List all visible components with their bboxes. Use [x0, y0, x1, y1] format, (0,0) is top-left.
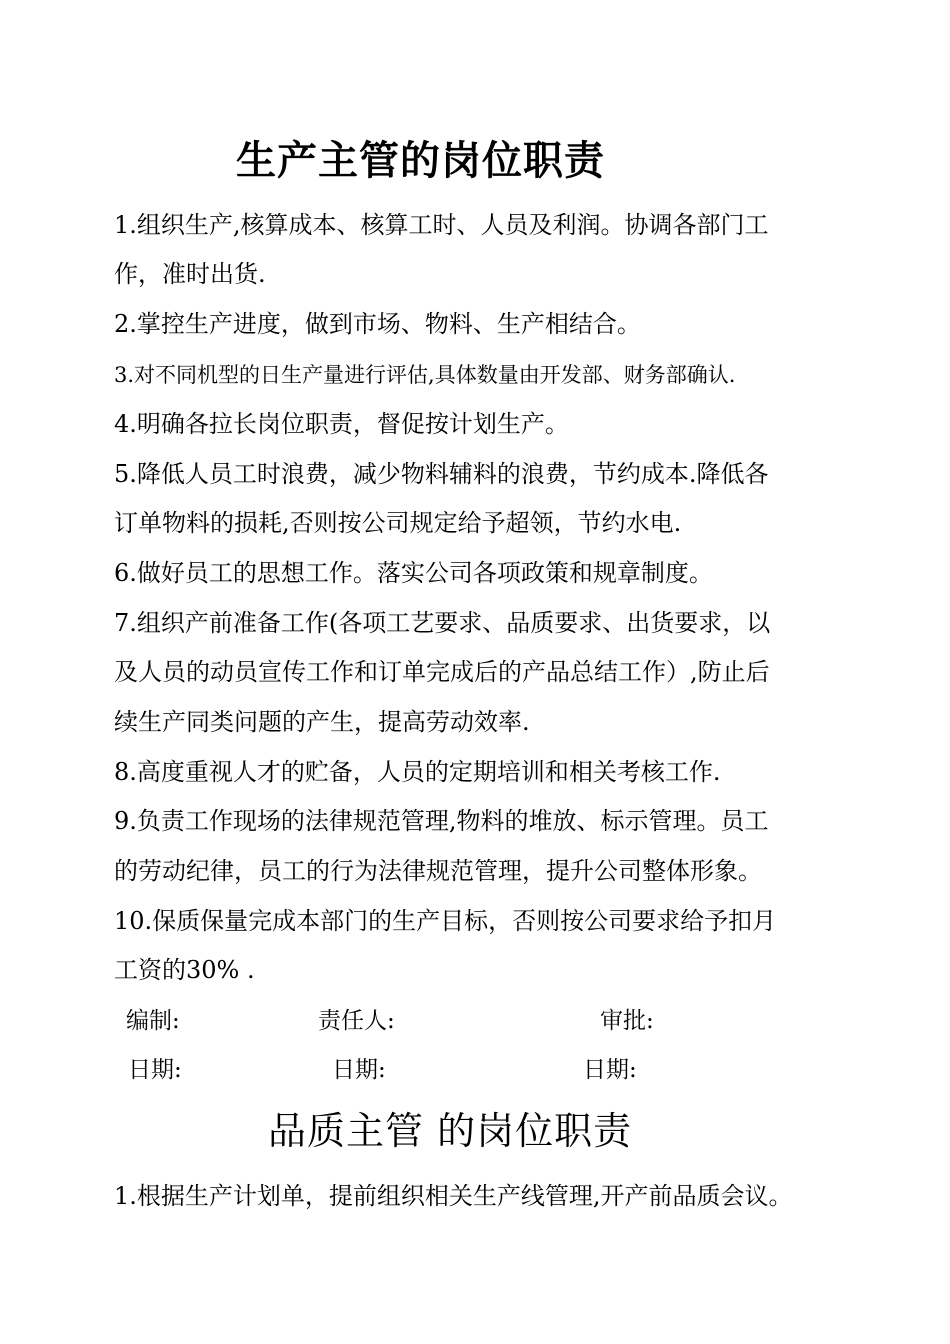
responsible-label: 责任人:	[318, 1008, 395, 1034]
duty-line-5: 5.降低人员工时浪费，减少物料辅料的浪费，节约成本.降低各	[114, 460, 769, 488]
document-title: 生产主管的岗位职责	[236, 137, 605, 184]
duty-line-10-cont: 工资的30% .	[114, 956, 255, 984]
duty-line-9: 9.负责工作现场的法律规范管理,物料的堆放、标示管理。员工	[114, 807, 769, 835]
section-title-quality: 品质主管 的岗位职责	[268, 1109, 633, 1153]
prepared-by-label: 编制:	[126, 1008, 180, 1034]
duty-line-1-cont: 作，准时出货.	[114, 260, 266, 288]
duty-line-9-cont: 的劳动纪律，员工的行为法律规范管理，提升公司整体形象。	[114, 857, 762, 885]
duty-line-3: 3.对不同机型的日生产量进行评估,具体数量由开发部、财务部确认.	[114, 363, 736, 387]
duty-line-7-cont2: 续生产同类问题的产生，提高劳动效率.	[114, 708, 530, 736]
duty-line-6: 6.做好员工的思想工作。落实公司各项政策和规章制度。	[114, 559, 713, 587]
duty-line-5-cont: 订单物料的损耗,否则按公司规定给予超领，节约水电.	[114, 509, 682, 537]
duty-line-7: 7.组织产前准备工作(各项工艺要求、品质要求、出货要求，以	[114, 609, 771, 637]
date-label-3: 日期:	[583, 1057, 637, 1083]
date-label-1: 日期:	[128, 1057, 182, 1083]
date-label-2: 日期:	[332, 1057, 386, 1083]
approval-label: 审批:	[600, 1008, 654, 1034]
duty-line-4: 4.明确各拉长岗位职责，督促按计划生产。	[114, 410, 569, 438]
duty-line-8: 8.高度重视人才的贮备，人员的定期培训和相关考核工作.	[114, 758, 721, 786]
duty-line-2: 2.掌控生产进度，做到市场、物料、生产相结合。	[114, 310, 641, 338]
quality-duty-line-1: 1.根据生产计划单，提前组织相关生产线管理,开产前品质会议。	[114, 1182, 793, 1210]
duty-line-7-cont: 及人员的动员宣传工作和订单完成后的产品总结工作）,防止后	[114, 658, 770, 686]
duty-line-1: 1.组织生产,核算成本、核算工时、人员及利润。协调各部门工	[114, 211, 769, 239]
duty-line-10: 10.保质保量完成本部门的生产目标，否则按公司要求给予扣月	[114, 907, 777, 935]
